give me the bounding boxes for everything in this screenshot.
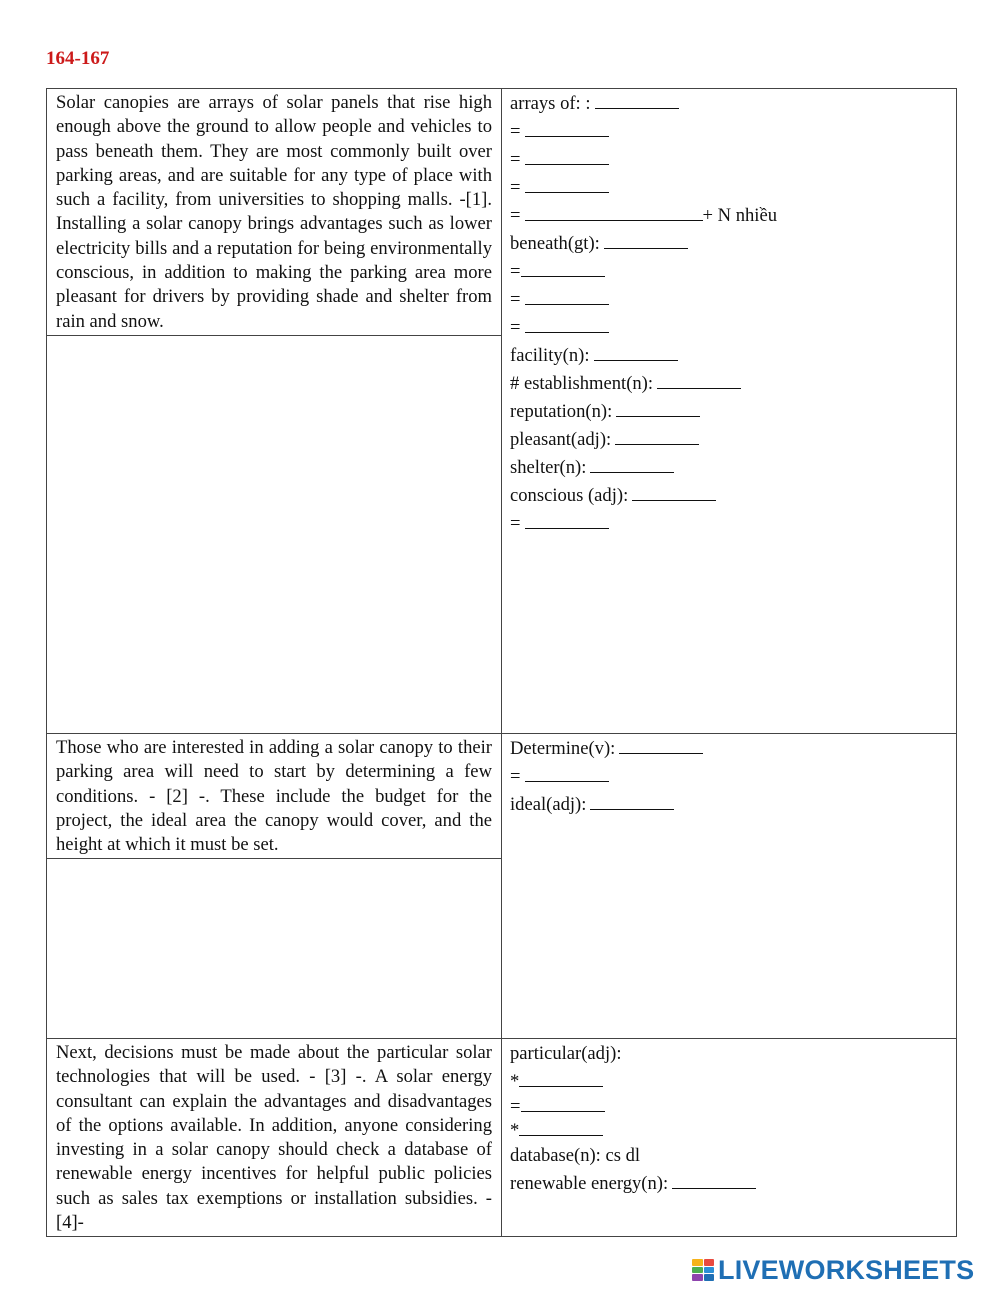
vocab-label: = [510,121,521,142]
passage-cell [47,1039,502,1237]
vocab-item [510,398,948,426]
vocab-item [510,174,948,202]
vocab-label: = [510,317,521,338]
vocab-label: shelter(n): [510,457,587,478]
vocab-item [510,1142,948,1170]
section-row [47,89,957,734]
vocab-label: = [510,766,521,787]
passage-text: Next, decisions must be made about the particular solar technologies that will be used. - [3] -. A solar energy consultant can explain the advantages and disadvantages of the options available. In addition, anyone considering investing in a solar canopy should check a database of renewable energy incentives for helpful public policies such as sales tax exemptions or installation subsidies. - [4]- [56,1042,492,1234]
answer-blank[interactable] [525,118,609,137]
vocab-label: beneath(gt): [510,233,600,254]
vocab-label: conscious (adj): [510,485,629,506]
answer-blank[interactable] [590,454,674,473]
vocab-item [510,146,948,174]
vocab-item [510,426,948,454]
vocab-item [510,1170,948,1198]
vocab-label: # establishment(n): [510,373,654,394]
answer-blank[interactable] [525,314,609,333]
vocab-label: Determine(v): [510,738,616,759]
vocab-label: = [510,289,521,310]
vocab-item [510,90,948,118]
passage-cell [47,89,502,734]
vocab-item [510,370,948,398]
vocab-item [510,510,948,538]
answer-blank[interactable] [604,230,688,249]
answer-blank[interactable] [672,1170,756,1189]
section-row [47,1039,957,1237]
vocab-item [510,1040,948,1068]
vocab-item [510,791,948,819]
vocab-item [510,342,948,370]
vocab-label: = [510,177,521,198]
vocab-label: ideal(adj): [510,794,587,815]
answer-blank[interactable] [525,202,703,221]
vocab-cell [502,1039,957,1237]
vocab-cell [502,734,957,1039]
page-range-heading: 164-167 [46,48,110,69]
liveworksheets-logo [692,1256,974,1284]
vocab-label: * [510,1071,520,1092]
liveworksheets-logo-icon [692,1259,714,1281]
vocab-label: = [510,149,521,170]
answer-blank[interactable] [657,370,741,389]
answer-blank[interactable] [525,174,609,193]
vocab-item [510,314,948,342]
vocab-item [510,1068,948,1093]
answer-blank[interactable] [525,146,609,165]
answer-blank[interactable] [590,791,674,810]
vocab-item [510,230,948,258]
passage-text: Those who are interested in adding a solar canopy to their parking area will need to start by determining a few conditions. - [2] -. These include the budget for the project, the ideal area the canopy would cover, and the height at which it must be set. [47,734,501,859]
vocab-label: particular(adj): [510,1043,622,1064]
vocab-item [510,118,948,146]
vocab-item [510,286,948,314]
vocab-cell [502,89,957,734]
vocab-item [510,735,948,763]
vocab-label: pleasant(adj): [510,429,612,450]
section-row [47,734,957,1039]
vocab-item [510,1093,948,1118]
vocab-list [502,1039,956,1198]
answer-blank[interactable] [521,258,605,277]
answer-blank[interactable] [594,342,678,361]
answer-blank[interactable] [615,426,699,445]
answer-blank[interactable] [632,482,716,501]
vocab-note: + N nhiều [702,205,778,226]
vocab-list [502,89,956,538]
vocab-label: = [510,261,521,282]
vocab-list [502,734,956,819]
vocab-label: renewable energy(n): [510,1172,669,1194]
answer-blank[interactable] [595,90,679,109]
vocab-label: facility(n): [510,345,590,366]
vocab-item [510,454,948,482]
answer-blank[interactable] [619,735,703,754]
answer-blank[interactable] [525,286,609,305]
vocab-item [510,482,948,510]
answer-blank[interactable] [519,1117,603,1136]
vocab-label: = [510,205,521,226]
answer-blank[interactable] [616,398,700,417]
vocab-label: reputation(n): [510,401,613,422]
vocab-item [510,258,948,286]
answer-blank[interactable] [519,1068,603,1087]
passage-text: Solar canopies are arrays of solar panels that rise high enough above the ground to allow people and vehicles to pass beneath them. They are most commonly built over parking areas, and are suitable for any type of place with such a facility, from universities to shopping malls. -[1]. Installing a solar canopy brings advantages such as lower electricity bills and a reputation for being environmentally conscious, in addition to making the parking area more pleasant for drivers by providing shade and shelter from rain and snow. [47,89,501,336]
logo-text: LIVEWORKSHEETS [718,1255,975,1285]
vocab-item [510,202,948,230]
vocab-label: = [510,513,521,534]
vocab-item [510,1117,948,1142]
vocab-item [510,763,948,791]
vocab-label: arrays of: : [510,93,591,114]
vocab-label: database(n): cs dl [510,1144,641,1166]
answer-blank[interactable] [521,1093,605,1112]
answer-blank[interactable] [525,510,609,529]
answer-blank[interactable] [525,763,609,782]
vocab-label: * [510,1120,520,1141]
vocab-label: = [510,1095,521,1117]
passage-cell [47,734,502,1039]
worksheet-table [46,88,957,1237]
